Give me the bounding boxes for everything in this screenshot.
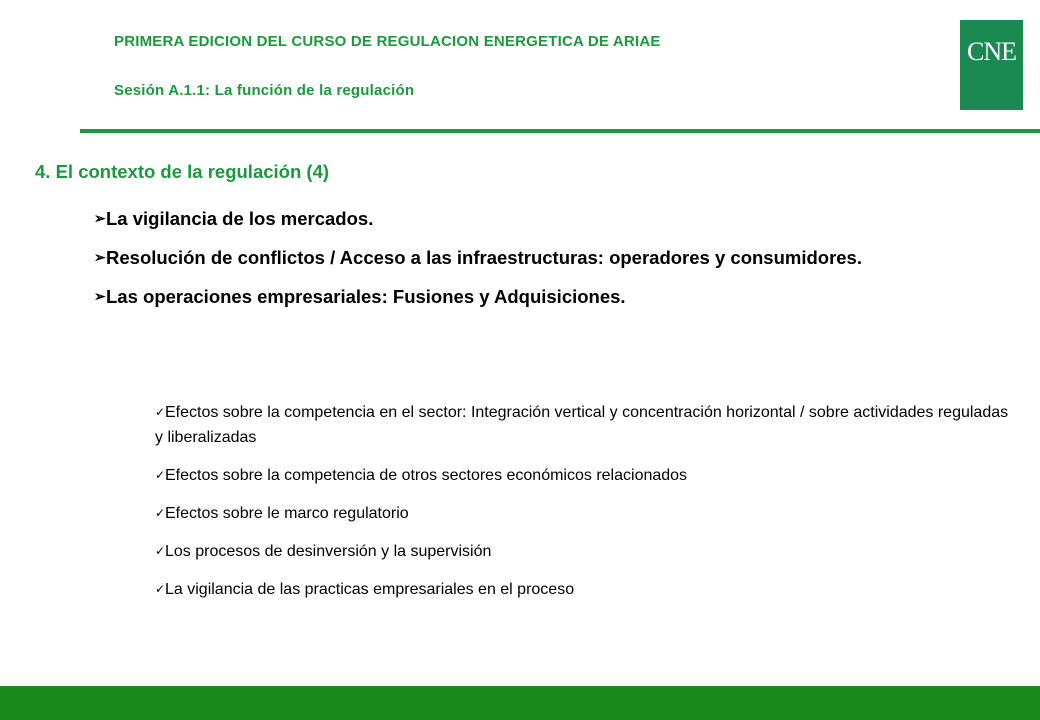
logo-text: CNE <box>967 37 1016 66</box>
sub-bullet-item <box>155 463 1015 488</box>
main-bullet-text: La vigilancia de los mercados. <box>106 208 374 229</box>
arrow-bullet-icon: ➢ <box>94 249 106 265</box>
sub-bullet-item <box>155 501 1015 526</box>
slide-header-title: PRIMERA EDICION DEL CURSO DE REGULACION ENERGETICA DE ARIAE <box>114 33 661 50</box>
arrow-bullet-icon: ➢ <box>94 288 106 304</box>
section-title: 4. El contexto de la regulación (4) <box>35 161 330 182</box>
main-bullet-item <box>94 282 974 311</box>
checkmark-bullet-icon: ✓ <box>155 582 166 596</box>
main-bullet-item <box>94 204 974 233</box>
sub-bullet-text: Efectos sobre la competencia en el sector: Integración vertical y concentración horizontal / sobre actividades reguladas y liberalizadas <box>155 404 1009 446</box>
sub-bullet-item <box>155 539 1015 564</box>
footer-bar <box>0 686 1040 720</box>
sub-bullet-item <box>155 577 1015 602</box>
checkmark-bullet-icon: ✓ <box>155 468 166 482</box>
checkmark-bullet-icon: ✓ <box>155 544 166 558</box>
slide-header-subtitle: Sesión A.1.1: La función de la regulación <box>114 82 415 99</box>
sub-bullet-text: Los procesos de desinversión y la supervisión <box>165 543 492 560</box>
sub-bullet-text: Efectos sobre la competencia de otros sectores económicos relacionados <box>165 467 688 484</box>
checkmark-bullet-icon: ✓ <box>155 506 166 520</box>
main-bullet-text: Resolución de conflictos / Acceso a las infraestructuras: operadores y consumidores. <box>106 247 862 268</box>
sub-bullet-text: Efectos sobre le marco regulatorio <box>165 505 409 522</box>
main-bullet-item <box>94 243 974 272</box>
checkmark-bullet-icon: ✓ <box>155 405 166 419</box>
header-divider <box>80 129 1040 133</box>
cne-logo <box>960 20 1023 110</box>
main-bullet-text: Las operaciones empresariales: Fusiones y Adquisiciones. <box>106 286 626 307</box>
main-bullet-list <box>94 204 974 321</box>
sub-bullet-list <box>155 400 1015 615</box>
sub-bullet-text: La vigilancia de las practicas empresariales en el proceso <box>165 581 575 598</box>
sub-bullet-item <box>155 400 1015 450</box>
arrow-bullet-icon: ➢ <box>94 210 106 226</box>
